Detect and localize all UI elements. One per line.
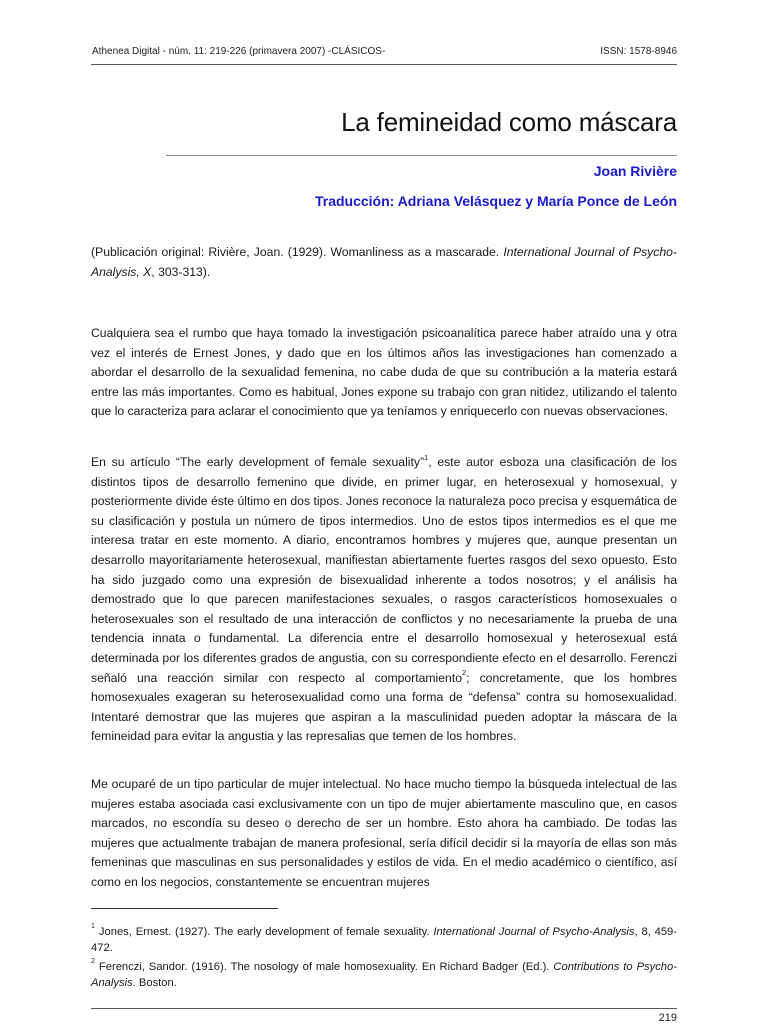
paragraph-1: Cualquiera sea el rumbo que haya tomado la investigación psicoanalítica parece haber atraído una y otra vez el interés de Ernest Jones, y dado que en los últimos años las investigaciones han comenzado a abordar el desarrollo de la sexualidad femenina, no cabe duda de que su contribución a la materia estará entre las más importantes. Como es habitual, Jones expone su trabajo con gran nitidez, utilizando el talento que lo caracteriza para aclarar el conocimiento que ya teníamos y enriquecerlo con nuevas observaciones. bbox=[91, 326, 677, 419]
publication-pages: , 303-313). bbox=[151, 264, 211, 279]
publication-note-text: (Publicación original: Rivière, Joan. (1929). Womanliness as a mascarade. bbox=[91, 245, 504, 259]
footnotes bbox=[91, 925, 677, 995]
running-header bbox=[92, 45, 677, 59]
footnote-2-number: 2 bbox=[91, 958, 95, 966]
footnote-2-book: Contributions to Psycho-Analysis bbox=[91, 961, 677, 989]
header-divider bbox=[91, 64, 677, 65]
paragraph-2-text-a: En su artículo “The early development of female sexuality” bbox=[91, 455, 425, 469]
paragraph-3: Me ocuparé de un tipo particular de mujer intelectual. No hace mucho tiempo la búsqueda intelectual de las mujeres estaba asociada casi exclusivamente con un tipo de mujer abiertamente masculino que, en casos marcados, no escondía su deseo o derecho de ser un hombre. Esto ahora ha cambiado. De todas las mujeres que actualmente trabajan de manera profesional, sería difícil decidir si la mayoría de ellas son más femeninas que masculinas en sus personalidades y estilos de vida. En el medio académico o científico, así como en los negocios, constantemente se encuentran mujeres bbox=[91, 777, 677, 889]
issn-label: ISSN: 1578-8946 bbox=[600, 46, 677, 57]
footnote-1 bbox=[91, 925, 677, 956]
article-author: Joan Rivière bbox=[593, 163, 677, 179]
paragraph-2 bbox=[91, 453, 677, 747]
title-divider bbox=[166, 155, 677, 156]
footnote-1-pages: , 8, 459-472. bbox=[91, 926, 678, 954]
publication-journal: International Journal of Psycho-Analysis, X bbox=[91, 245, 677, 279]
footer-divider bbox=[91, 1008, 677, 1009]
article-title: La femineidad como máscara bbox=[341, 107, 677, 137]
footnote-2-place: . Boston. bbox=[132, 976, 177, 989]
page-number: 219 bbox=[658, 1012, 677, 1024]
footnote-2 bbox=[91, 960, 677, 991]
footnote-ref-2[interactable]: 2 bbox=[461, 668, 467, 678]
footnote-divider bbox=[91, 908, 278, 909]
journal-citation: Athenea Digital - núm. 11: 219-226 (primavera 2007) -CLÁSICOS- bbox=[92, 46, 386, 57]
footnote-ref-1[interactable]: 1 bbox=[424, 452, 429, 462]
article-translators: Traducción: Adriana Velásquez y María Ponce de León bbox=[314, 193, 677, 209]
footnote-1-text: Jones, Ernest. (1927). The early development of female sexuality. bbox=[98, 926, 434, 938]
paragraph-2-text-b: , este autor esboza una clasificación de los distintos tipos de desarrollo femenino que divide, en primer lugar, en heterosexual y homosexual, y posteriormente divide éste último en dos tipos. Jones reconoce la naturaleza poco precisa y esquemática de su clasificación y postula un número de tipos intermedios. Uno de estos tipos intermedios es el que me interesa tratar en este momento. A diario, encontramos hombres y mujeres que, aunque presentan un desarrollo mayoritariamente heterosexual, manifiestan abiertamente fuertes rasgos del sexo opuesto. Esto ha sido juzgado como una expresión de bisexualidad inherente a todos nosotros; y el análisis ha demostrado que lo que parecen manifestaciones sexuales, o rasgos característicos homosexuales o heterosexuales son el resultado de una interacción de conflictos y no necesariamente la prueba de una tendencia innata o fundamental. La diferencia entre el desarrollo homosexual y heterosexual está determinada por los diferentes grados de angustia, con su correspondiente efecto en el desarrollo. Ferenczi señaló una reacción similar con respecto al comportamiento bbox=[91, 455, 677, 685]
footnote-1-number: 1 bbox=[91, 923, 95, 931]
publication-note bbox=[91, 243, 677, 282]
paragraph-2-text-c: ; concretamente, que los hombres homosexuales exageran su heterosexualidad como una forma de “defensa” contra su homosexualidad. Intentaré demostrar que las mujeres que aspiran a la masculinidad pueden adoptar la máscara de la femineidad para evitar la angustia y las represalias que temen de los hombres. bbox=[91, 670, 677, 744]
footnote-2-text: Ferenczi, Sandor. (1916). The nosology of male homosexuality. En Richard Badger (Ed.). bbox=[98, 961, 554, 974]
footnote-1-journal: International Journal of Psycho-Analysis bbox=[433, 926, 635, 938]
